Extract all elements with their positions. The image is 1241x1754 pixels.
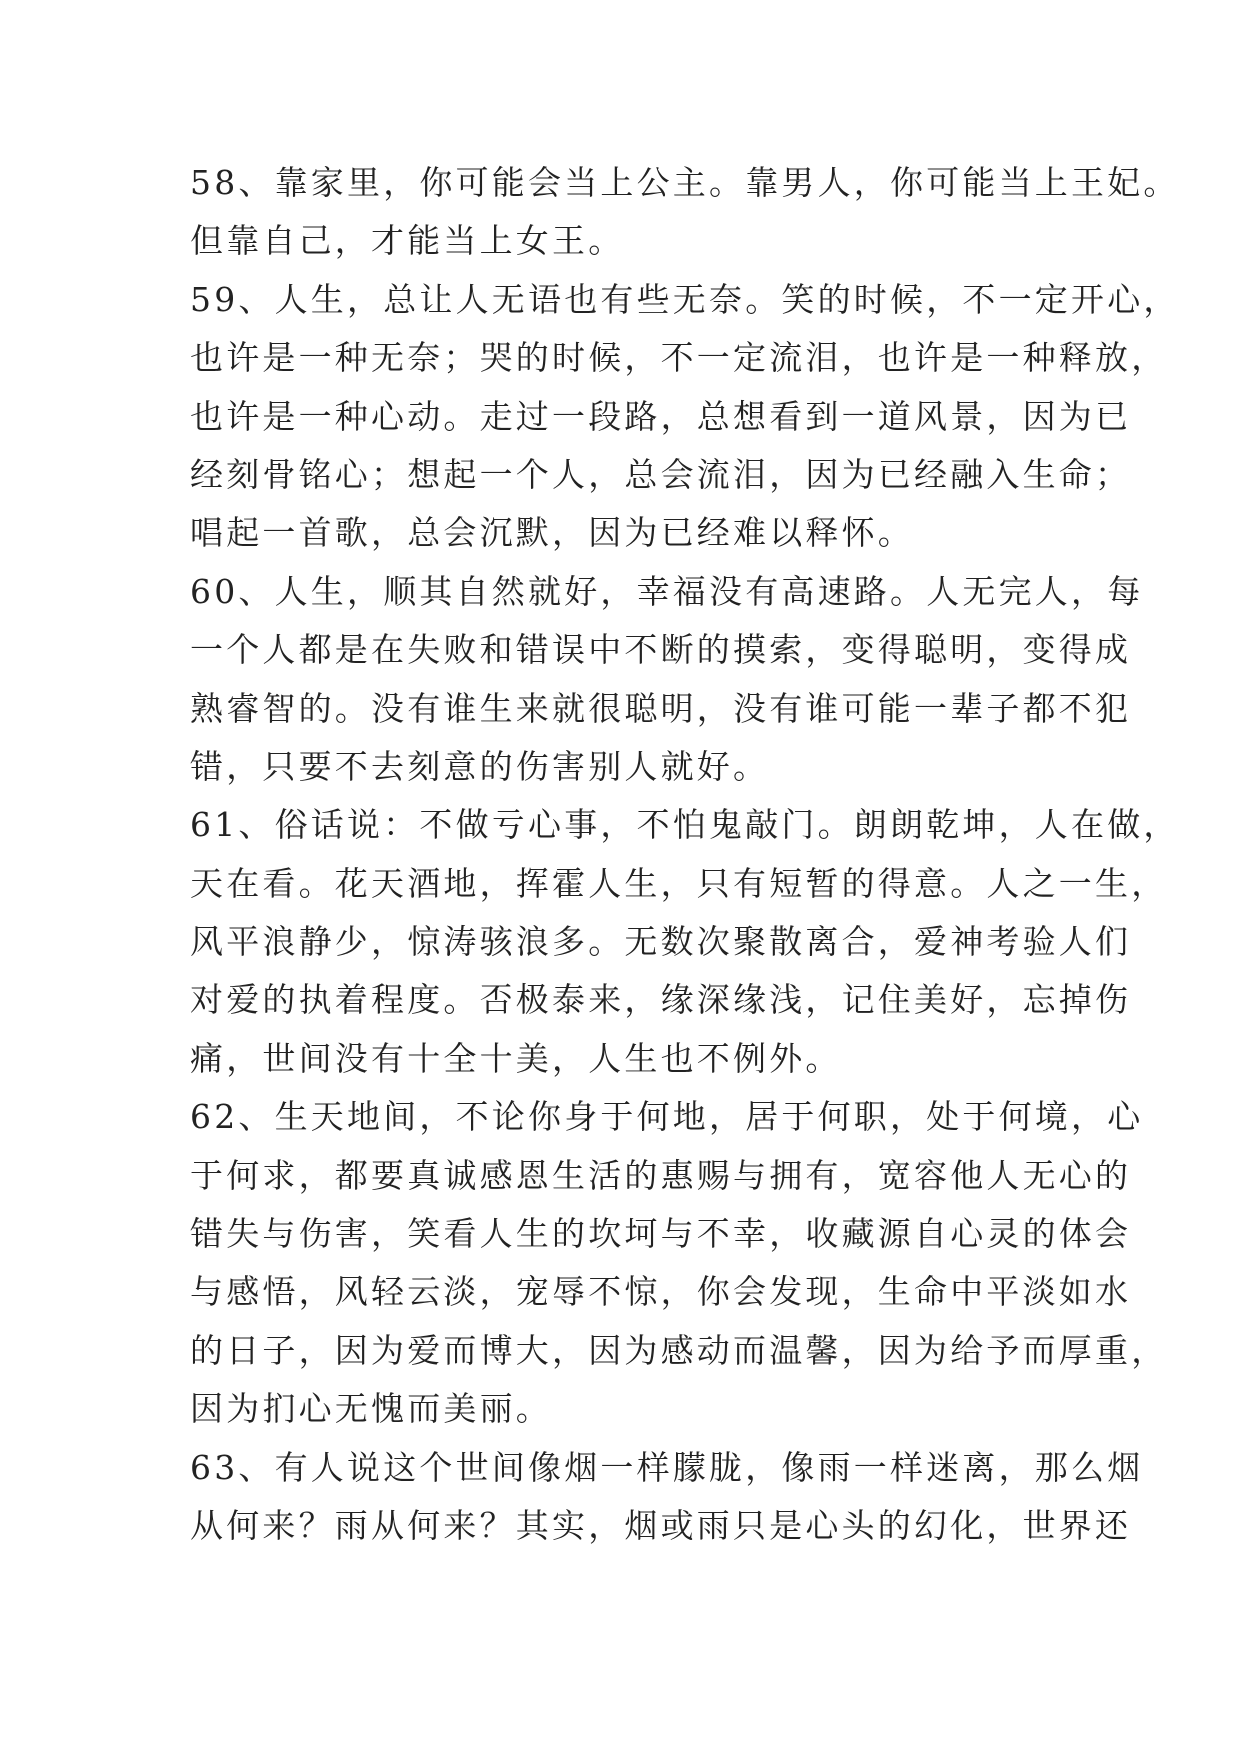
text-line: 与感悟，风轻云淡，宠辱不惊，你会发现，生命中平淡如水 xyxy=(190,1272,1132,1312)
paragraph-63 xyxy=(190,1439,1144,1556)
text-line: 天在看。花天酒地，挥霍人生，只有短暂的得意。人之一生， xyxy=(190,863,1168,903)
paragraph-58 xyxy=(190,154,1180,271)
text-line: 的日子，因为爱而博大，因为感动而温馨，因为给予而厚重， xyxy=(190,1330,1168,1370)
text-line: 59、人生，总让人无语也有些无奈。笑的时候，不一定开心， xyxy=(190,279,1180,319)
text-line: 唱起一首歌，总会沉默，因为已经难以释怀。 xyxy=(190,513,914,553)
text-line: 熟睿智的。没有谁生来就很聪明，没有谁可能一辈子都不犯 xyxy=(190,688,1132,728)
text-line: 于何求，都要真诚感恩生活的惠赐与拥有，宽容他人无心的 xyxy=(190,1155,1132,1195)
text-line: 错失与伤害，笑看人生的坎坷与不幸，收藏源自心灵的体会 xyxy=(190,1214,1132,1254)
document-page xyxy=(190,154,1180,1555)
text-line: 对爱的执着程度。否极泰来，缘深缘浅，记住美好，忘掉伤 xyxy=(190,980,1132,1020)
text-line: 一个人都是在失败和错误中不断的摸索，变得聪明，变得成 xyxy=(190,630,1132,670)
text-line: 63、有人说这个世间像烟一样朦胧，像雨一样迷离，那么烟 xyxy=(190,1447,1144,1487)
text-line: 风平浪静少，惊涛骇浪多。无数次聚散离合，爱神考验人们 xyxy=(190,922,1132,962)
paragraph-62 xyxy=(190,1088,1168,1438)
paragraph-60 xyxy=(190,563,1144,797)
paragraph-59 xyxy=(190,271,1180,563)
text-line: 也许是一种心动。走过一段路，总想看到一道风景，因为已 xyxy=(190,396,1132,436)
text-line: 62、生天地间，不论你身于何地，居于何职，处于何境，心 xyxy=(190,1097,1144,1137)
text-line: 61、俗话说：不做亏心事，不怕鬼敲门。朗朗乾坤，人在做， xyxy=(190,805,1180,845)
text-line: 60、人生，顺其自然就好，幸福没有高速路。人无完人，每 xyxy=(190,571,1144,611)
text-line: 因为扪心无愧而美丽。 xyxy=(190,1389,552,1429)
paragraph-61 xyxy=(190,796,1180,1088)
text-line: 经刻骨铭心；想起一个人，总会流泪，因为已经融入生命； xyxy=(190,454,1132,494)
text-line: 错，只要不去刻意的伤害别人就好。 xyxy=(190,746,770,786)
text-line: 痛，世间没有十全十美，人生也不例外。 xyxy=(190,1038,842,1078)
text-line: 但靠自己，才能当上女王。 xyxy=(190,221,625,261)
text-line: 58、靠家里，你可能会当上公主。靠男人，你可能当上王妃。 xyxy=(190,163,1180,202)
text-line: 从何来？雨从何来？其实，烟或雨只是心头的幻化，世界还 xyxy=(190,1505,1132,1545)
text-line: 也许是一种无奈；哭的时候，不一定流泪，也许是一种释放， xyxy=(190,338,1168,378)
